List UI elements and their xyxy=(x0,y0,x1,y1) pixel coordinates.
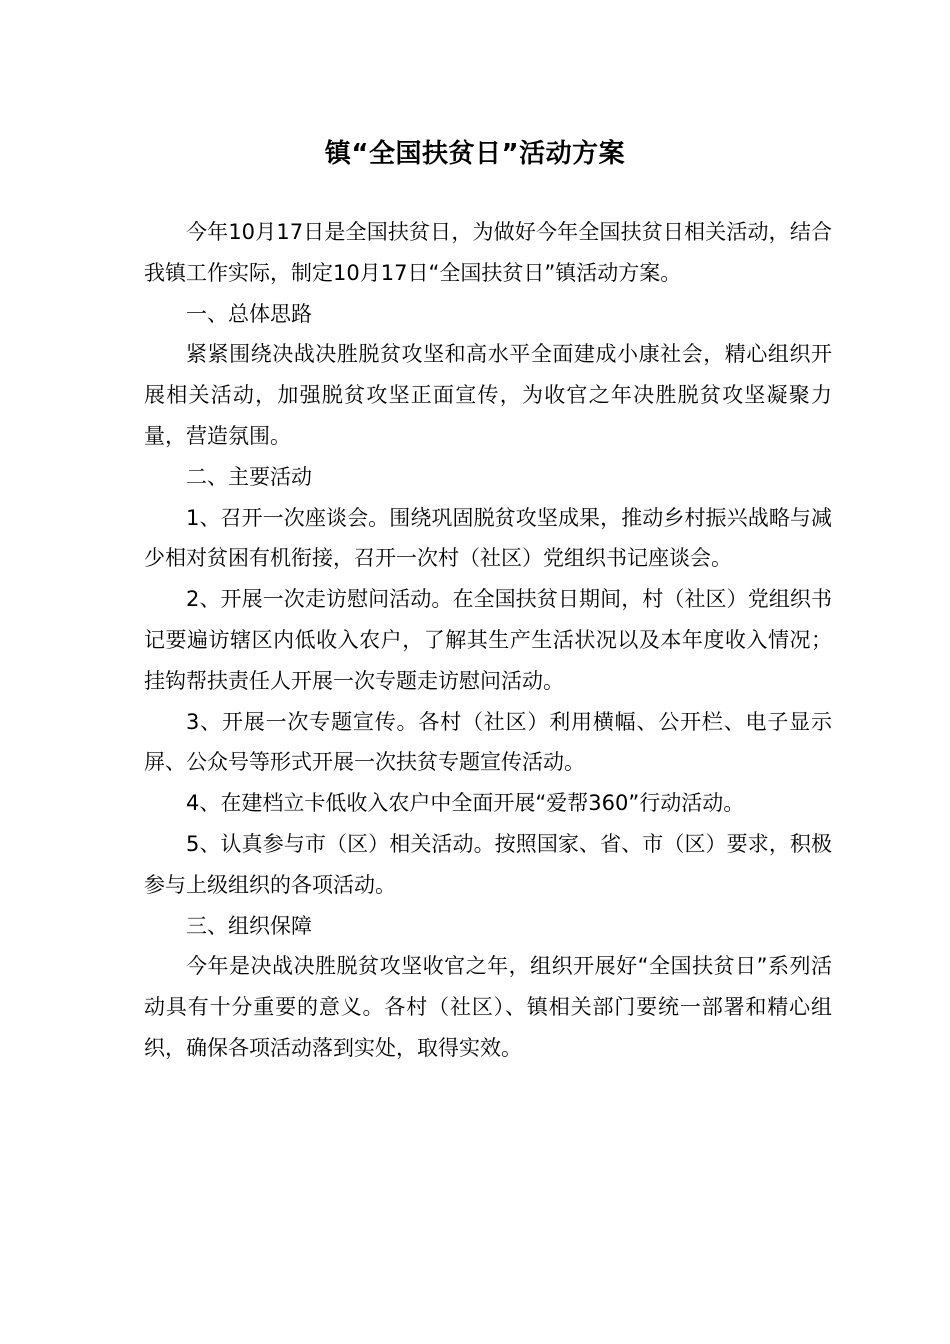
document-title: 镇“全国扶贫日”活动方案 xyxy=(324,139,626,169)
section-heading-overall-approach: 一、总体思路 xyxy=(186,301,312,326)
activity-item-5: 5、认真参与市（区）相关活动。按照国家、省、市（区）要求，积极参与上级组织的各项活动。 xyxy=(144,831,832,897)
overall-approach-paragraph: 紧紧围绕决战决胜脱贫攻坚和高水平全面建成小康社会，精心组织开展相关活动，加强脱贫攻坚正面宣传，为收官之年决胜脱贫攻坚凝聚力量，营造氛围。 xyxy=(144,342,832,448)
activity-item-4: 4、在建档立卡低收入农户中全面开展“爱帮360”行动活动。 xyxy=(186,791,745,816)
intro-paragraph: 今年10月17日是全国扶贫日，为做好今年全国扶贫日相关活动，结合我镇工作实际，制定10月17日“全国扶贫日”镇活动方案。 xyxy=(144,220,832,285)
document-body xyxy=(144,212,832,1069)
section-heading-organizational-support: 三、组织保障 xyxy=(186,913,312,938)
activity-item-1: 1、召开一次座谈会。围绕巩固脱贫攻坚成果，推动乡村振兴战略与减少相对贫困有机衔接，召开一次村（社区）党组织书记座谈会。 xyxy=(144,505,832,571)
organizational-support-paragraph: 今年是决战决胜脱贫攻坚收官之年，组织开展好“全国扶贫日”系列活动具有十分重要的意义。各村（社区）、镇相关部门要统一部署和精心组织，确保各项活动落到实处，取得实效。 xyxy=(144,954,832,1060)
section-heading-main-activities: 二、主要活动 xyxy=(186,464,312,489)
activity-item-3: 3、开展一次专题宣传。各村（社区）利用横幅、公开栏、电子显示屏、公众号等形式开展一次扶贫专题宣传活动。 xyxy=(144,709,832,775)
activity-item-2: 2、开展一次走访慰问活动。在全国扶贫日期间，村（社区）党组织书记要遍访辖区内低收入农户，了解其生产生活状况以及本年度收入情况；挂钩帮扶责任人开展一次专题走访慰问活动。 xyxy=(144,587,832,693)
